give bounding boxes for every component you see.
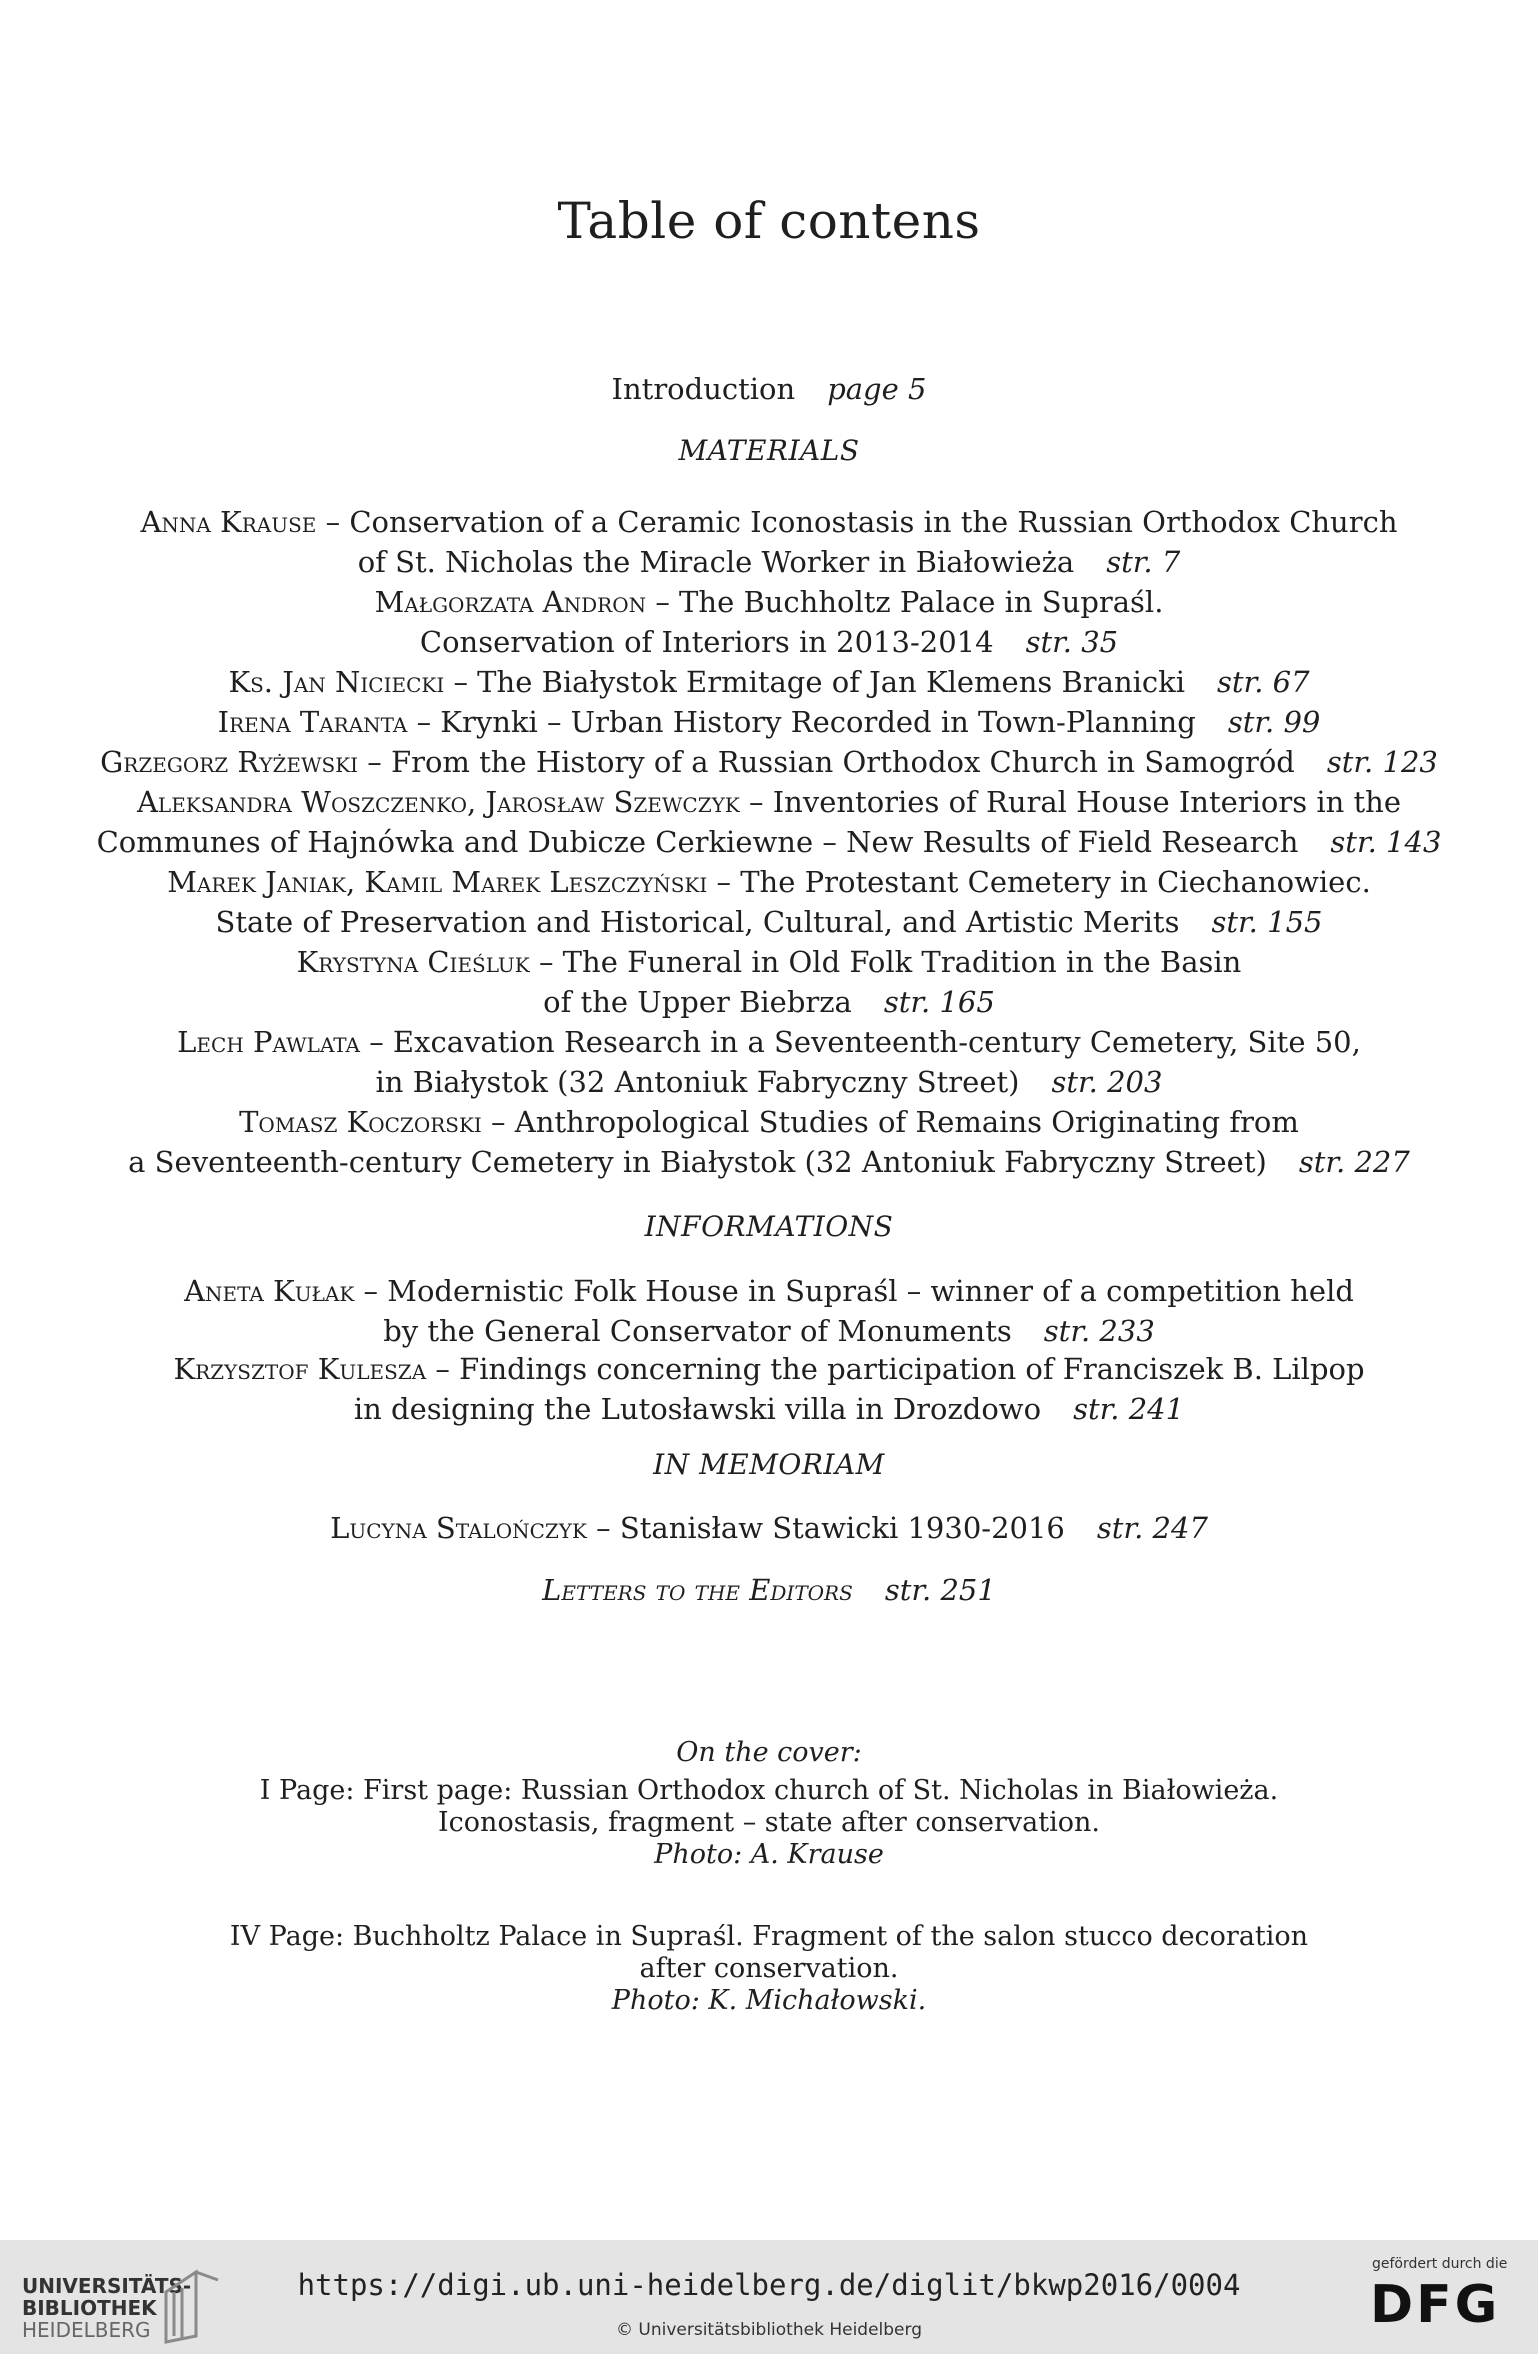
entry-author: Tomasz Koczorski (239, 1105, 482, 1139)
toc-entry (0, 502, 1538, 542)
toc-entry-continued (0, 1389, 1538, 1429)
entry-page: str. 227 (1298, 1145, 1410, 1179)
toc-entry (0, 1102, 1538, 1142)
entry-page: str. 7 (1106, 545, 1181, 579)
entry-page: str. 165 (883, 985, 995, 1019)
entry-title: – Findings concerning the participation of Franciszek B. Lilpop (426, 1352, 1365, 1386)
toc-entry (0, 582, 1538, 622)
introduction-label: Introduction (611, 372, 796, 406)
toc-entry (0, 1271, 1538, 1311)
entry-author: Irena Taranta (217, 705, 408, 739)
toc-letters (0, 1570, 1538, 1610)
toc-entry (0, 1349, 1538, 1389)
toc-entry-continued (0, 1142, 1538, 1182)
dfg-funding-label: gefördert durch die (1372, 2256, 1508, 2272)
entry-author: Małgorzata Andron (374, 585, 647, 619)
entry-page: str. 155 (1211, 905, 1323, 939)
entry-page: str. 203 (1051, 1065, 1163, 1099)
dfg-logo: DFG (1370, 2275, 1501, 2335)
entry-title: – The Buchholtz Palace in Supraśl. (646, 585, 1164, 619)
entry-title-continued: Communes of Hajnówka and Dubicze Cerkiewne – New Results of Field Research (96, 825, 1299, 859)
page-title: Table of contens (557, 192, 981, 250)
toc-entry (0, 782, 1538, 822)
library-name-line1: UNIVERSITÄTS- (22, 2274, 192, 2298)
entry-author: Grzegorz Ryżewski (100, 745, 359, 779)
toc-entry (0, 662, 1538, 702)
cover-front-line1: I Page: First page: Russian Orthodox church of St. Nicholas in Białowieża. (259, 1775, 1279, 1806)
library-name-line3: HEIDELBERG (22, 2318, 151, 2342)
footer-copyright: © Universitätsbibliothek Heidelberg (615, 2320, 922, 2340)
toc-entry-continued (0, 542, 1538, 582)
section-materials: MATERIALS (678, 434, 860, 467)
entry-page: str. 123 (1326, 745, 1438, 779)
entry-author: Marek Janiak, Kamil Marek Leszczyński (167, 865, 708, 899)
toc-entry-continued (0, 902, 1538, 942)
entry-page: str. 99 (1227, 705, 1321, 739)
entry-author: Lucyna Stalończyk (330, 1511, 587, 1545)
toc-entry (0, 702, 1538, 742)
entry-title-continued: in designing the Lutosławski villa in Drozdowo (353, 1392, 1042, 1426)
entry-title-continued: of St. Nicholas the Miracle Worker in Białowieża (357, 545, 1075, 579)
entry-title-continued: of the Upper Biebrza (543, 985, 852, 1019)
letters-label: Letters to the Editors (542, 1573, 853, 1607)
toc-entry (0, 1508, 1538, 1548)
cover-front-line2: Iconostasis, fragment – state after conservation. (438, 1807, 1100, 1838)
cover-front-photo-credit: Photo: A. Krause (654, 1839, 884, 1870)
entry-page: str. 35 (1025, 625, 1119, 659)
entry-author: Krystyna Cieśluk (296, 945, 530, 979)
cover-back-line1: IV Page: Buchholtz Palace in Supraśl. Fragment of the salon stucco decoration (229, 1921, 1309, 1952)
cover-back-photo-credit: Photo: K. Michałowski. (611, 1985, 927, 2016)
entry-page: str. 143 (1330, 825, 1442, 859)
entry-title-continued: in Białystok (32 Antoniuk Fabryczny Street) (375, 1065, 1020, 1099)
section-in-memoriam: IN MEMORIAM (653, 1448, 885, 1481)
entry-title: – Inventories of Rural House Interiors in the (739, 785, 1402, 819)
cover-back-line2: after conservation. (639, 1953, 899, 1984)
entry-author: Anna Krause (140, 505, 317, 539)
entry-title: – From the History of a Russian Orthodox Church in Samogród (358, 745, 1295, 779)
toc-entry (0, 942, 1538, 982)
entry-title: – Conservation of a Ceramic Iconostasis in the Russian Orthodox Church (316, 505, 1398, 539)
letters-page: str. 251 (884, 1573, 996, 1607)
entry-author: Krzysztof Kulesza (173, 1352, 427, 1386)
entry-title-continued: Conservation of Interiors in 2013-2014 (419, 625, 994, 659)
entry-title-continued: a Seventeenth-century Cemetery in Białystok (32 Antoniuk Fabryczny Street) (128, 1145, 1267, 1179)
entry-page: str. 241 (1073, 1392, 1185, 1426)
toc-entry-continued (0, 622, 1538, 662)
library-name-line2: BIBLIOTHEK (22, 2296, 157, 2320)
toc-entry-continued (0, 982, 1538, 1022)
entry-title: – The Białystok Ermitage of Jan Klemens Branicki (444, 665, 1185, 699)
entry-title-continued: by the General Conservator of Monuments (383, 1314, 1012, 1348)
entry-page: str. 233 (1043, 1314, 1155, 1348)
entry-title: – Modernistic Folk House in Supraśl – winner of a competition held (354, 1274, 1354, 1308)
toc-entry-continued (0, 1311, 1538, 1351)
entry-title: – Anthropological Studies of Remains Originating from (481, 1105, 1299, 1139)
toc-entry (0, 862, 1538, 902)
toc-entry (0, 742, 1538, 782)
entry-title: – Stanisław Stawicki 1930-2016 (586, 1511, 1065, 1545)
entry-title: – The Protestant Cemetery in Ciechanowiec. (707, 865, 1371, 899)
entry-page: str. 67 (1217, 665, 1310, 699)
section-informations: INFORMATIONS (644, 1210, 894, 1243)
introduction-page: page 5 (827, 372, 927, 406)
entry-author: Ks. Jan Niciecki (228, 665, 445, 699)
toc-entry-continued (0, 1062, 1538, 1102)
entry-author: Lech Pawlata (177, 1025, 360, 1059)
entry-title: – Krynki – Urban History Recorded in Town-Planning (407, 705, 1196, 739)
entry-page: str. 247 (1096, 1511, 1208, 1545)
toc-entry-continued (0, 822, 1538, 862)
entry-title-continued: State of Preservation and Historical, Cultural, and Artistic Merits (215, 905, 1180, 939)
toc-entry (0, 1022, 1538, 1062)
entry-author: Aleksandra Woszczenko, Jarosław Szewczyk (136, 785, 740, 819)
toc-introduction (0, 369, 1538, 409)
entry-title: – The Funeral in Old Folk Tradition in the Basin (529, 945, 1242, 979)
footer-url-link[interactable]: https://digi.ub.uni-heidelberg.de/diglit/bkwp2016/0004 (297, 2268, 1241, 2302)
entry-title: – Excavation Research in a Seventeenth-century Cemetery, Site 50, (360, 1025, 1361, 1059)
cover-heading: On the cover: (676, 1737, 862, 1768)
entry-author: Aneta Kułak (184, 1274, 355, 1308)
